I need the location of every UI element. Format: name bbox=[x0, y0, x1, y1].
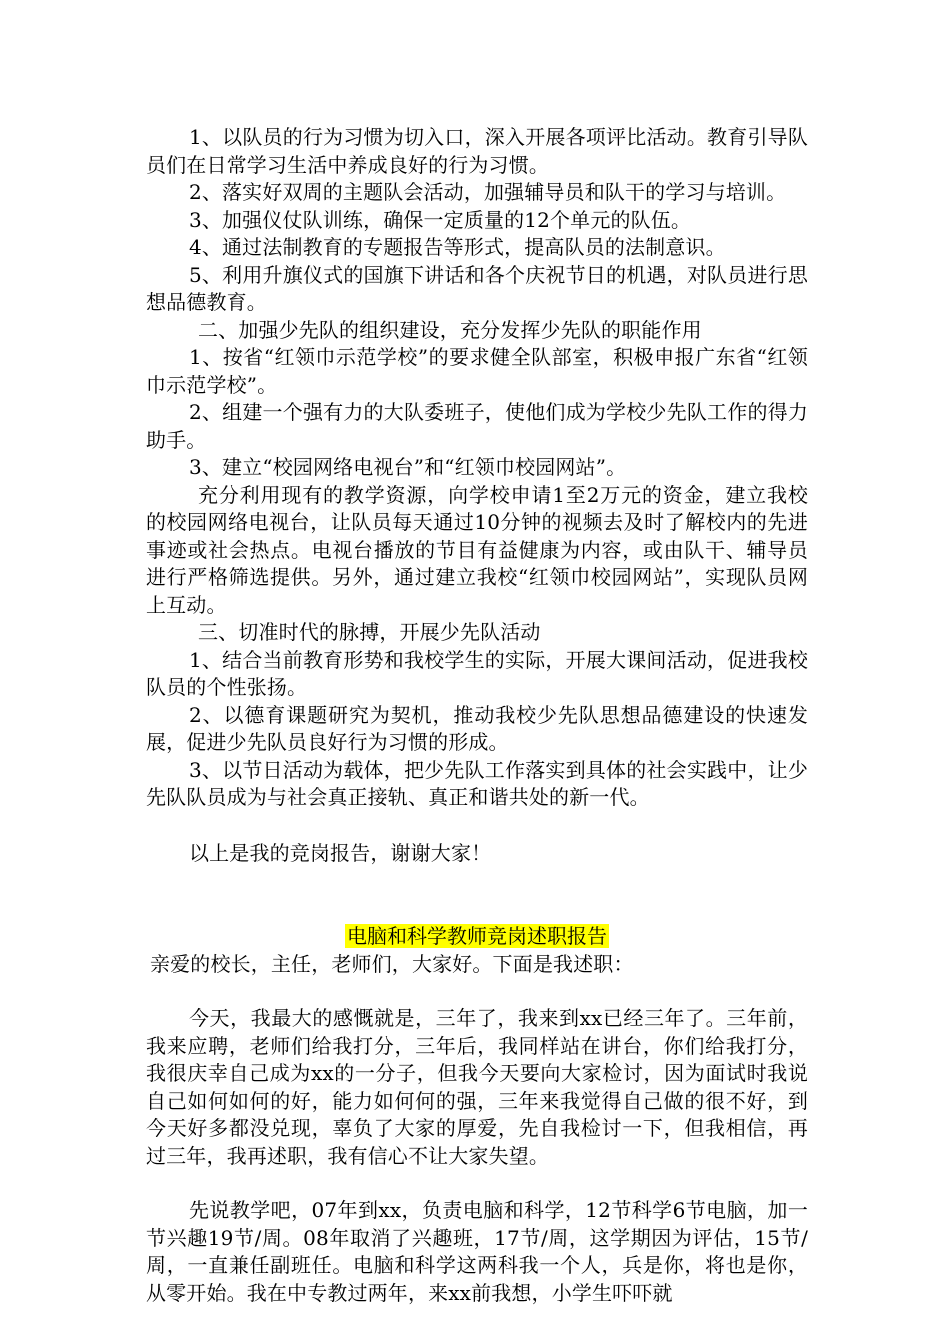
report-paragraph-1: 今天，我最大的感慨就是，三年了，我来到xx已经三年了。三年前，我来应聘，老师们给我打分，三年后，我同样站在讲台，你们给我打分，我很庆幸自己成为xx的一分子，但我今天要向大家检讨，因为面试时我说自己如何如何的好，能力如何何的强，三年来我觉得自己做的很不好，到今天好多都没兑现，辜负了大家的厚爱，先自我检讨一下，但我相信，再过三年，我再述职，我有信心不让大家失望。 bbox=[146, 1006, 808, 1168]
spacer bbox=[146, 867, 808, 923]
section3-heading: 三、切准时代的脉搏，开展少先队活动 bbox=[198, 620, 541, 644]
section3-item-3: 3、以节日活动为载体，把少先队工作落实到具体的社会实践中，让少先队队员成为与社会真正接轨、真正和谐共处的新一代。 bbox=[146, 757, 808, 809]
section2-item-2: 2、组建一个强有力的大队委班子，使他们成为学校少先队工作的得力助手。 bbox=[146, 400, 808, 452]
closing-line: 以上是我的竞岗报告，谢谢大家！ bbox=[189, 840, 492, 865]
section1-item-4: 4、通过法制教育的专题报告等形式，提高队员的法制意识。 bbox=[189, 235, 726, 259]
section3-item-1: 1、结合当前教育形势和我校学生的实际，开展大课间活动，促进我校队员的个性张扬。 bbox=[146, 647, 808, 699]
section3-item-2: 2、以德育课题研究为契机，推动我校少先队思想品德建设的快速发展，促进少先队员良好行为习惯的形成。 bbox=[146, 702, 808, 754]
report-title-line bbox=[146, 923, 808, 951]
section2-item-1: 1、按省“红领巾示范学校”的要求健全队部室，积极申报广东省“红领巾示范学校”。 bbox=[146, 345, 808, 397]
spacer bbox=[146, 812, 808, 840]
section1-item-3: 3、加强仪仗队训练，确保一定质量的12个单元的队伍。 bbox=[189, 207, 692, 232]
report-title: 电脑和科学教师竞岗述职报告 bbox=[347, 924, 607, 948]
section1-item-2: 2、落实好双周的主题队会活动，加强辅导员和队干的学习与培训。 bbox=[189, 180, 787, 204]
section1-item-1: 1、以队员的行为习惯为切入口，深入开展各项评比活动。教育引导队员们在日常学习生活中养成良好的行为习惯。 bbox=[146, 125, 808, 177]
section2-paragraph: 充分利用现有的教学资源，向学校申请1至2万元的资金，建立我校的校园网络电视台，让队员每天通过10分钟的视频去及时了解校内的先进事迹或社会热点。电视台播放的节目有益健康为内容，或由队干、辅导员进行严格筛选提供。另外，通过建立我校“红领巾校园网站”，实现队员网上互动。 bbox=[146, 482, 808, 617]
report-paragraph-2: 先说教学吧，07年到xx，负责电脑和科学，12节科学6节电脑，加一节兴趣19节/周。08年取消了兴趣班，17节/周，这学期因为评估，15节/周，一直兼任副班任。电脑和科学这两科我一个人，兵是你，将也是你，从零开始。我在中专教过两年，来xx前我想，小学生吓吓就 bbox=[146, 1198, 808, 1305]
spacer bbox=[146, 1170, 808, 1197]
section1-item-5: 5、利用升旗仪式的国旗下讲话和各个庆祝节日的机遇，对队员进行思想品德教育。 bbox=[146, 262, 808, 314]
spacer bbox=[146, 978, 808, 1005]
section2-heading: 二、加强少先队的组织建设，充分发挥少先队的职能作用 bbox=[198, 317, 702, 342]
greeting: 亲爱的校长，主任，老师们，大家好。下面是我述职： bbox=[150, 951, 634, 976]
section2-item-3: 3、建立“校园网络电视台”和“红领巾校园网站”。 bbox=[189, 455, 627, 479]
document-body bbox=[146, 124, 808, 1307]
